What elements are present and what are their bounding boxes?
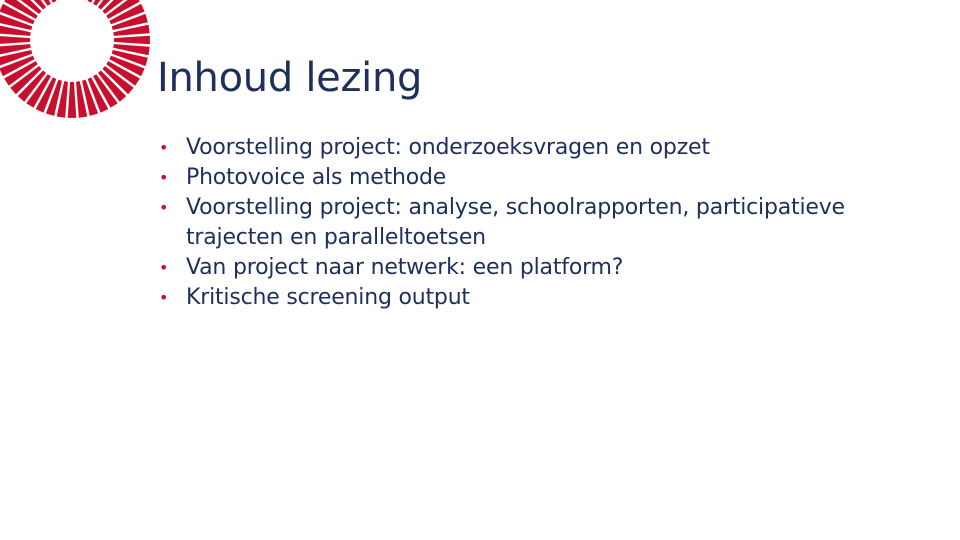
logo-ray — [68, 82, 77, 118]
bullet-item — [159, 163, 946, 193]
bullet-item — [159, 133, 946, 163]
bullet-text: Voorstelling project: analyse, schoolrapporten, participatieve trajecten en paralleltoetsen — [186, 195, 845, 250]
bullet-marker: • — [159, 168, 169, 187]
bullet-text: Kritische screening output — [186, 285, 470, 310]
logo-ray — [114, 36, 150, 45]
bullet-text: Voorstelling project: onderzoeksvragen en opzet — [186, 135, 710, 160]
bullet-marker: • — [159, 288, 169, 307]
bullet-text: Photovoice als methode — [186, 165, 447, 190]
sunburst-logo-icon — [0, 0, 160, 140]
bullet-item — [159, 253, 946, 283]
bullet-list — [159, 133, 946, 313]
logo-ray — [0, 36, 30, 45]
bullet-marker: • — [159, 258, 169, 277]
bullet-item — [159, 283, 946, 313]
bullet-marker: • — [159, 138, 169, 157]
bullet-marker: • — [159, 198, 169, 217]
slide-title: Inhoud lezing — [157, 55, 423, 101]
bullet-text: Van project naar netwerk: een platform? — [186, 255, 624, 280]
bullet-item — [159, 193, 946, 253]
